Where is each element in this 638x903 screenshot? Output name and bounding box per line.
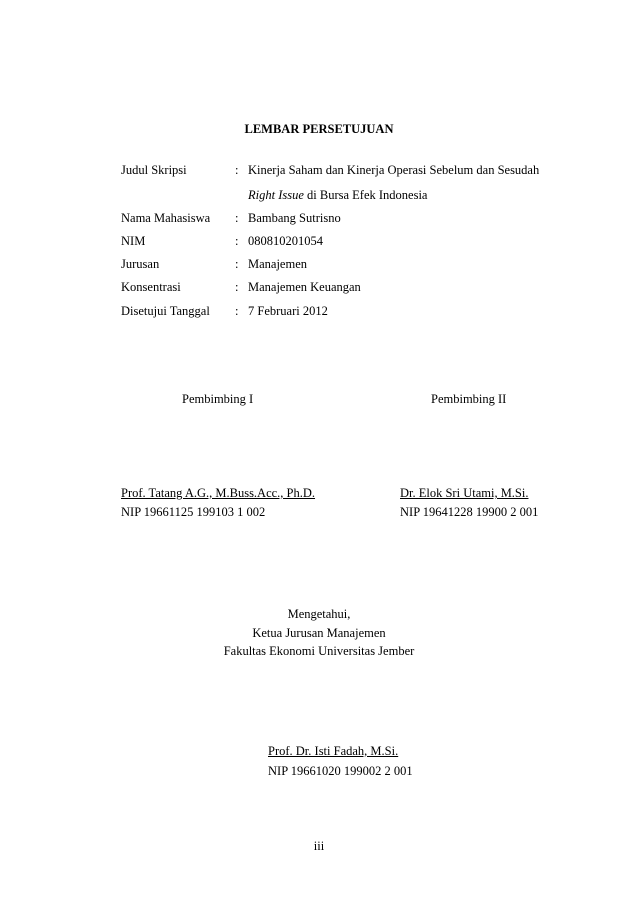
- advisor-1-name: Prof. Tatang A.G., M.Buss.Acc., Ph.D.: [121, 486, 316, 500]
- field-label-jurusan: Jurusan: [121, 257, 160, 271]
- field-value-jurusan: Manajemen: [248, 257, 308, 271]
- department-head-nip: NIP 19661020 199002 2 001: [268, 764, 413, 778]
- page-number: iii: [313, 839, 325, 853]
- advisor-1-nip: NIP 19661125 199103 1 002: [121, 505, 266, 519]
- acknowledgement-line-3: Fakultas Ekonomi Universitas Jember: [223, 644, 415, 658]
- field-label-nama: Nama Mahasiswa: [121, 211, 211, 225]
- field-value-nama: Bambang Sutrisno: [248, 211, 341, 225]
- field-value-tanggal: 7 Februari 2012: [248, 304, 328, 318]
- judul-italic-term: Right Issue: [248, 188, 304, 202]
- field-colon: :: [235, 163, 239, 177]
- field-label-konsentrasi: Konsentrasi: [121, 280, 181, 294]
- acknowledgement-line-1: Mengetahui,: [287, 607, 351, 621]
- field-label-nim: NIM: [121, 234, 146, 248]
- field-colon: :: [235, 234, 239, 248]
- page-title: LEMBAR PERSETUJUAN: [244, 122, 394, 136]
- advisor-heading-2: Pembimbing II: [431, 392, 507, 406]
- department-head-name: Prof. Dr. Isti Fadah, M.Si.: [268, 744, 399, 758]
- acknowledgement-line-2: Ketua Jurusan Manajemen: [252, 626, 386, 640]
- field-value-konsentrasi: Manajemen Keuangan: [248, 280, 361, 294]
- field-value-nim: 080810201054: [248, 234, 323, 248]
- judul-line2-rest: di Bursa Efek Indonesia: [303, 188, 428, 202]
- field-value-judul-line1: Kinerja Saham dan Kinerja Operasi Sebelum dan Sesudah: [248, 163, 540, 177]
- field-colon: :: [235, 257, 239, 271]
- advisor-heading-1: Pembimbing I: [182, 392, 254, 406]
- advisor-2-name: Dr. Elok Sri Utami, M.Si.: [400, 486, 529, 500]
- advisor-2-nip: NIP 19641228 19900 2 001: [400, 505, 539, 519]
- field-colon: :: [235, 211, 239, 225]
- field-label-judul: Judul Skripsi: [121, 163, 187, 177]
- field-colon: :: [235, 304, 239, 318]
- field-colon: :: [235, 280, 239, 294]
- field-value-judul-line2: [248, 189, 427, 202]
- field-label-tanggal: Disetujui Tanggal: [121, 304, 210, 318]
